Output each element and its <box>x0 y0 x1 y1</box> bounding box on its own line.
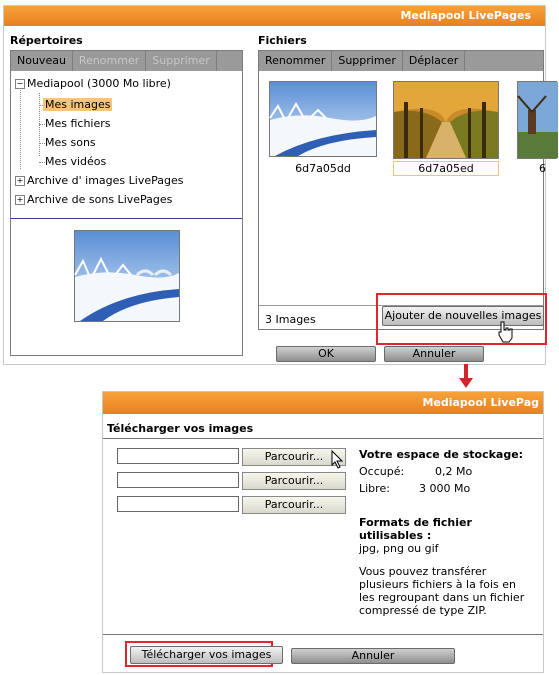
delete-folder-button[interactable]: Supprimer <box>146 51 217 71</box>
zip-note: Vous pouvez transférer plusieurs fichiers à la fois en les regroupant dans un fichier compressé de type ZIP. <box>359 565 525 617</box>
file-path-field-3[interactable] <box>117 496 239 512</box>
thumbnail-caption: 6 <box>539 162 546 175</box>
folder-tree <box>11 71 242 217</box>
used-value: 0,2 Mo <box>435 465 473 478</box>
winter-landscape-image <box>75 231 179 321</box>
directories-panel <box>10 50 243 356</box>
browse-button-3[interactable]: Parcourir... <box>242 496 346 514</box>
divider <box>103 634 543 635</box>
upload-images-button[interactable]: Télécharger vos images <box>130 646 283 664</box>
divider <box>11 218 242 219</box>
upload-dialog <box>102 391 544 673</box>
dialog-title: Mediapool LivePages <box>400 9 531 22</box>
new-folder-button[interactable]: Nouveau <box>11 51 73 71</box>
cancel-button[interactable]: Annuler <box>291 648 455 664</box>
windmill-image <box>518 82 558 158</box>
tree-item-label: Archive d' images LivePages <box>27 174 184 187</box>
autumn-avenue-image <box>394 82 498 158</box>
ok-button[interactable]: OK <box>276 346 376 362</box>
tree-line <box>20 87 21 169</box>
thumbnail-caption: 6d7a05ed <box>393 161 499 176</box>
file-path-field-2[interactable] <box>117 472 239 488</box>
expand-icon[interactable]: + <box>16 176 24 185</box>
upload-header: Télécharger vos images <box>107 422 254 435</box>
formats-title: Formats de fichier utilisables : <box>359 516 472 542</box>
browse-button-1[interactable]: Parcourir... <box>242 448 346 466</box>
pointer-cursor-icon <box>331 450 345 470</box>
storage-title: Votre espace de stockage: <box>359 448 524 461</box>
tree-item-label: Archive de sons LivePages <box>27 193 173 206</box>
directories-title: Répertoires <box>10 34 83 47</box>
directories-toolbar <box>11 51 242 71</box>
dialog-titlebar <box>103 392 543 414</box>
tree-item-sound-archive[interactable] <box>15 193 172 207</box>
free-label: Libre: <box>359 482 390 495</box>
tree-item-mediapool[interactable] <box>15 77 171 91</box>
tree-item-my-videos[interactable]: Mes vidéos <box>45 155 107 168</box>
delete-file-button[interactable]: Supprimer <box>332 51 403 71</box>
image-preview <box>74 230 180 322</box>
used-label: Occupé: <box>359 465 405 478</box>
divider <box>103 438 543 439</box>
thumbnail[interactable] <box>269 81 377 157</box>
tree-item-label: Mediapool (3000 Mo libre) <box>27 77 171 90</box>
add-images-button[interactable]: Ajouter de nouvelles images <box>382 306 544 326</box>
winter-landscape-image <box>270 82 376 156</box>
cancel-button[interactable]: Annuler <box>384 346 484 362</box>
formats-list: jpg, png ou gif <box>359 542 439 555</box>
free-value: 3 000 Mo <box>419 482 471 495</box>
hand-cursor-icon <box>495 320 515 344</box>
thumbnail-selected[interactable] <box>393 81 499 159</box>
thumbnail[interactable] <box>517 81 557 159</box>
arrow-down-icon <box>458 364 474 390</box>
collapse-icon[interactable]: − <box>16 79 24 88</box>
mediapool-dialog <box>3 5 546 365</box>
tree-item-label: Mes images <box>45 98 111 111</box>
image-count: 3 Images <box>265 313 316 326</box>
rename-folder-button[interactable]: Renommer <box>73 51 146 71</box>
tree-item-my-sounds[interactable]: Mes sons <box>45 136 96 149</box>
dialog-title: Mediapool LivePag <box>422 396 539 409</box>
tree-item-my-images[interactable] <box>43 98 112 112</box>
expand-icon[interactable]: + <box>16 195 24 204</box>
files-toolbar <box>259 51 543 71</box>
file-path-field-1[interactable] <box>117 448 239 464</box>
rename-file-button[interactable]: Renommer <box>259 51 332 71</box>
tree-item-my-files[interactable]: Mes fichiers <box>45 117 111 130</box>
files-panel <box>258 50 544 330</box>
thumbnail-caption: 6d7a05dd <box>295 162 351 175</box>
move-file-button[interactable]: Déplacer <box>403 51 465 71</box>
files-title: Fichiers <box>258 34 307 47</box>
tree-item-image-archive[interactable] <box>15 174 183 188</box>
browse-button-2[interactable]: Parcourir... <box>242 472 346 490</box>
dialog-titlebar <box>4 6 545 26</box>
